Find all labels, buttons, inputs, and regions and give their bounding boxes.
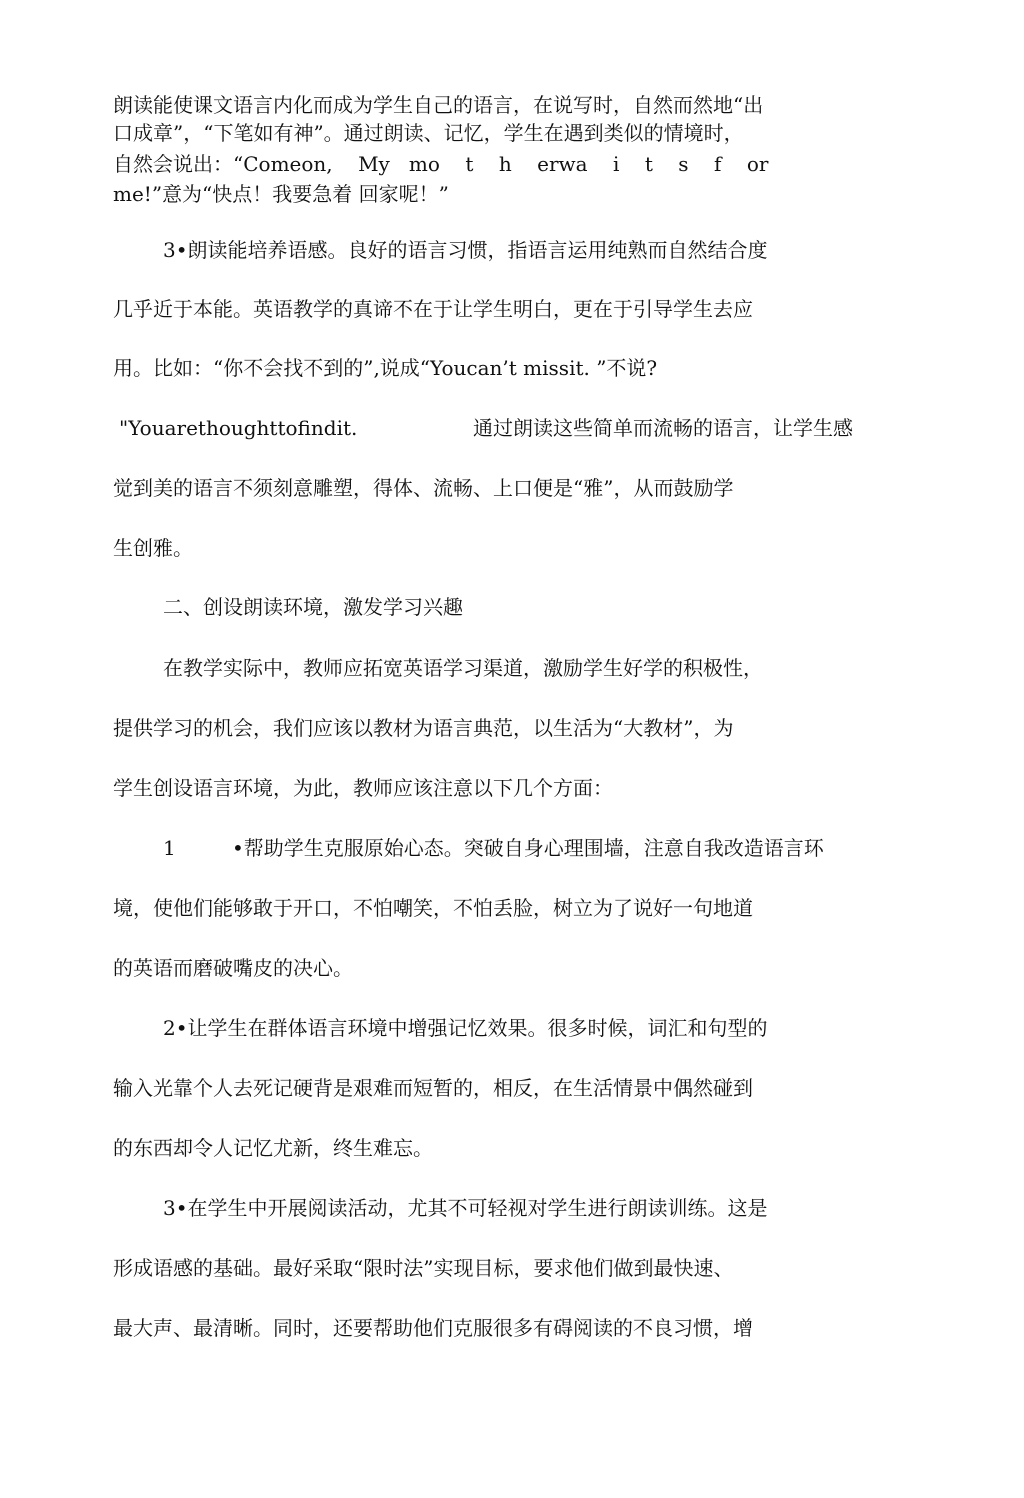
text-line-8a: "Youarethoughttofindit. — [119, 416, 358, 440]
text-line-5: 3•朗读能培养语感。良好的语言习惯，指语言运用纯熟而自然结合度 — [163, 238, 768, 262]
text-line-12: 在教学实际中，教师应拓宽英语学习渠道，激励学生好学的积极性， — [163, 656, 763, 680]
text-line-21: 3•在学生中开展阅读活动，尤其不可轻视对学生进行朗读训练。这是 — [163, 1196, 768, 1220]
text-line-19: 输入光靠个人去死记硬背是艰难而短暂的，相反，在生活情景中偶然碰到 — [113, 1076, 753, 1100]
text-line-8b: 通过朗读这些简单而流畅的语言，让学生感 — [473, 416, 853, 440]
text-line-2: 口成章”，“下笔如有神”。通过朗读、记忆，学生在遇到类似的情境时， — [113, 121, 744, 145]
text-line-1: 朗读能使课文语言内化而成为学生自己的语言，在说写时，自然而然地“出 — [113, 93, 764, 117]
text-line-22: 形成语感的基础。最好采取“限时法”实现目标，要求他们做到最快速、 — [113, 1256, 734, 1280]
text-line-18: 2•让学生在群体语言环境中增强记忆效果。很多时候，词汇和句型的 — [163, 1016, 768, 1040]
list-number-1: 1 — [163, 836, 176, 860]
text-line-23: 最大声、最清晰。同时，还要帮助他们克服很多有碍阅读的不良习惯，增 — [113, 1316, 753, 1340]
text-line-3: 自然会说出：“Comeon, My mo t h erwa i t s f or — [113, 152, 769, 176]
text-line-6: 几乎近于本能。英语教学的真谛不在于让学生明白，更在于引导学生去应 — [113, 297, 753, 321]
text-line-20: 的东西却令人记忆尤新，终生难忘。 — [113, 1136, 433, 1160]
text-line-7: 用。比如：“你不会找不到的”,说成“Youcan’t missit. ”不说? — [113, 356, 658, 380]
text-line-15: •帮助学生克服原始心态。突破自身心理围墙，注意自我改造语言环 — [232, 836, 824, 860]
text-line-17: 的英语而磨破嘴皮的决心。 — [113, 956, 353, 980]
text-line-14: 学生创设语言环境，为此，教师应该注意以下几个方面： — [113, 776, 613, 800]
text-line-16: 境，使他们能够敢于开口，不怕嘲笑，不怕丢脸，树立为了说好一句地道 — [113, 896, 753, 920]
text-line-10: 生创雅。 — [113, 536, 193, 560]
text-line-13: 提供学习的机会，我们应该以教材为语言典范，以生活为“大教材”，为 — [113, 716, 734, 740]
text-line-4: me!”意为“快点！我要急着 回家呢！” — [113, 182, 449, 206]
section-heading: 二、创设朗读环境，激发学习兴趣 — [163, 595, 463, 619]
text-line-9: 觉到美的语言不须刻意雕塑，得体、流畅、上口便是“雅”，从而鼓励学 — [113, 476, 734, 500]
